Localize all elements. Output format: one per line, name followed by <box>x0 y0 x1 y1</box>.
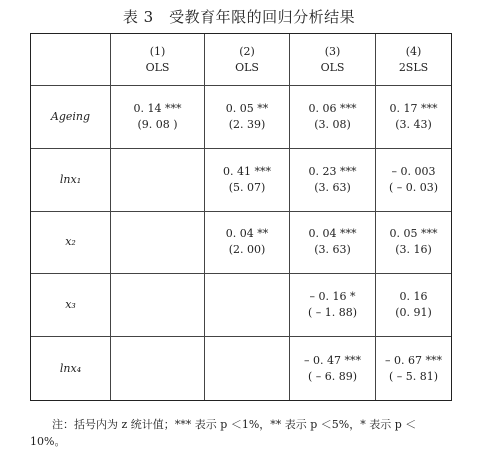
coefficient: 0. 16 <box>399 290 428 304</box>
table-cell-empty <box>111 274 205 337</box>
table-cell <box>290 86 376 149</box>
coefficient: – 0. 47 *** <box>304 353 361 367</box>
table-cell <box>290 274 376 337</box>
table-cell-empty <box>111 149 205 212</box>
coefficient: 0. 04 *** <box>308 227 357 241</box>
column-header-1 <box>111 34 205 86</box>
table-cell <box>376 212 451 275</box>
table-cell <box>376 149 451 212</box>
z-statistic: (3. 08) <box>314 117 351 131</box>
column-number: (3) <box>324 44 341 58</box>
column-header-4 <box>376 34 451 86</box>
z-statistic: (2. 00) <box>228 243 266 257</box>
table-cell-empty <box>111 212 205 275</box>
z-statistic: (9. 08 ) <box>137 117 178 131</box>
z-statistic: ( – 6. 89) <box>307 369 358 383</box>
table-cell-empty <box>205 274 290 337</box>
table-cell <box>290 337 376 400</box>
row-label-x3: x₃ <box>31 274 111 337</box>
coefficient: 0. 23 *** <box>308 164 357 178</box>
coefficient: 0. 05 ** <box>225 101 269 115</box>
coefficient: 0. 06 *** <box>308 101 357 115</box>
column-number: (4) <box>405 44 422 58</box>
column-method: OLS <box>320 60 345 74</box>
column-header-2 <box>205 34 290 86</box>
table-cell <box>290 149 376 212</box>
column-number: (1) <box>149 44 166 58</box>
column-header-3 <box>290 34 376 86</box>
column-number: (2) <box>239 44 255 58</box>
coefficient: 0. 14 *** <box>133 101 182 115</box>
coefficient: – 0. 16 * <box>309 290 356 304</box>
table-cell-empty <box>205 337 290 400</box>
coefficient: – 0. 67 *** <box>385 353 442 367</box>
z-statistic: (2. 39) <box>228 117 266 131</box>
z-statistic: ( – 5. 81) <box>388 369 439 383</box>
row-label-lnx4: lnx₄ <box>31 337 111 400</box>
table-footnote: 注：括号内为 z 统计值；*** 表示 p ＜1%，** 表示 p ＜5%，* 表示 p ＜ 10%。 <box>30 418 417 448</box>
row-label-lnx1: lnx₁ <box>31 149 111 212</box>
table-cell <box>205 149 290 212</box>
z-statistic: (3. 43) <box>395 117 432 131</box>
z-statistic: ( – 1. 88) <box>307 306 358 320</box>
column-method: 2SLS <box>398 60 429 74</box>
coefficient: – 0. 003 <box>391 164 436 178</box>
table-cell <box>205 212 290 275</box>
coefficient: 0. 41 *** <box>223 164 271 178</box>
table-cell <box>111 86 205 149</box>
table-cell <box>376 337 451 400</box>
regression-table <box>30 33 452 401</box>
header-corner-cell <box>31 34 111 86</box>
coefficient: 0. 17 *** <box>389 101 438 115</box>
z-statistic: ( – 0. 03) <box>388 180 439 194</box>
coefficient: 0. 04 ** <box>225 227 269 241</box>
z-statistic: (3. 16) <box>395 243 432 257</box>
table-cell-empty <box>111 337 205 400</box>
table-cell <box>205 86 290 149</box>
table-title: 表 3 受教育年限的回归分析结果 <box>122 8 356 26</box>
row-label-ageing: Ageing <box>31 86 111 149</box>
column-method: OLS <box>145 60 170 74</box>
z-statistic: (5. 07) <box>228 180 266 194</box>
row-label-x2: x₂ <box>31 212 111 275</box>
column-method: OLS <box>235 60 259 74</box>
z-statistic: (3. 63) <box>314 243 351 257</box>
table-cell <box>376 274 451 337</box>
z-statistic: (3. 63) <box>314 180 351 194</box>
table-cell <box>290 212 376 275</box>
coefficient: 0. 05 *** <box>389 227 438 241</box>
table-cell <box>376 86 451 149</box>
z-statistic: (0. 91) <box>395 306 432 320</box>
